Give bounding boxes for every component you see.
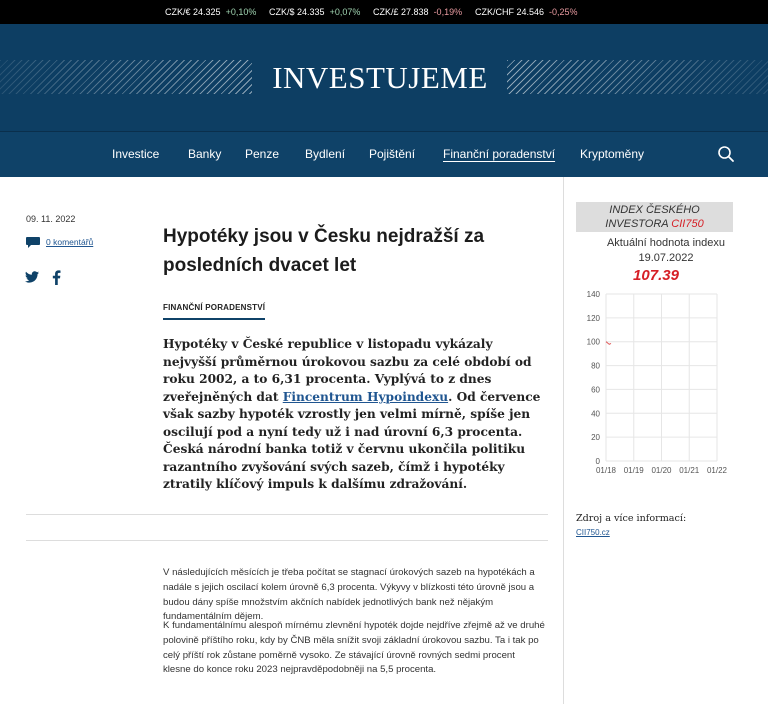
article-title: Hypotéky jsou v Česku nejdražší za posledních dvacet let bbox=[163, 226, 485, 276]
nav-item-financni-poradenstvi[interactable]: Finanční poradenství bbox=[443, 147, 556, 161]
currency-ticker bbox=[0, 0, 768, 24]
divider bbox=[26, 514, 548, 515]
ticker-item: CZK/CHF 24.546 -0,25% bbox=[475, 7, 578, 17]
twitter-icon[interactable] bbox=[25, 271, 39, 283]
nav-item-bydleni[interactable]: Bydlení bbox=[305, 147, 346, 161]
divider bbox=[26, 540, 548, 541]
chart-y-tick: 40 bbox=[591, 409, 600, 419]
search-icon[interactable] bbox=[717, 145, 735, 163]
comments-link[interactable] bbox=[26, 236, 93, 248]
chart-y-tick: 60 bbox=[591, 385, 600, 395]
chart-x-tick: 01/19 bbox=[623, 466, 644, 475]
facebook-icon[interactable] bbox=[52, 270, 61, 285]
index-chart bbox=[576, 286, 744, 478]
article-category[interactable]: FINANČNÍ PORADENSTVÍ bbox=[163, 303, 265, 320]
chart-y-tick: 100 bbox=[586, 337, 600, 347]
fincentrum-link[interactable]: Fincentrum Hypoindexu bbox=[282, 389, 449, 404]
chart-y-tick: 0 bbox=[595, 457, 600, 466]
chart-x-tick: 01/18 bbox=[595, 466, 617, 475]
nav-item-banky[interactable]: Banky bbox=[188, 147, 222, 161]
nav-item-penze[interactable]: Penze bbox=[245, 147, 280, 161]
comment-icon bbox=[26, 237, 40, 248]
chart-x-tick: 01/22 bbox=[706, 466, 728, 475]
chart-y-tick: 80 bbox=[591, 361, 600, 371]
ticker-item: CZK/€ 24.325 +0,10% bbox=[165, 7, 257, 17]
article-paragraph: V následujících měsících je třeba počítat se stagnací úrokových sazeb na hypotékách a nadále s jejich oscilací kolem úrovně 6,3 procenta. Výkyvy v blízkosti této úrovně jsou a budou dány spíše množstvím akčních nabídek jednotlivých bank než nějakým fundamentálním dějem. bbox=[163, 567, 535, 623]
article-lead: Hypotéky v České republice v listopadu vykázaly nejvyšší průměrnou úrokovou sazbu za celé období od roku 2002, a to 6,31 procenta. Vyplývá to z dnes zveřejněných dat Fincentrum Hypoindexu. Od července však sazby hypoték vzrostly jen velmi mírně, spíše jen oscilují pod a nyní tedy už i nad úrovní 6,3 procenta. Česká národní banka totiž v červnu ukončila politiku razantního zvyšování svých sazeb, čímž i hypotéky ztratily klíčový impuls k dalšímu zdražování. bbox=[163, 337, 541, 491]
source-label: Zdroj a více informací: bbox=[576, 513, 687, 524]
nav-item-kryptomeny[interactable]: Kryptoměny bbox=[580, 147, 645, 161]
article-paragraph: K fundamentálnímu alespoň mírnému zlevnění hypoték dojde nejdříve zřejmě až ve druhé polovině příštího roku, kdy by ČNB měla snížit svoji základní úrokovou sazbu. Ta i tak po celý příští rok zůstane poměrně vysoko. Ze stávající úrovně rovných sedmi procent klesne do konce roku 2023 nejpravděpodobněji na 5,5 procenta. bbox=[163, 620, 545, 676]
chart-y-tick: 20 bbox=[591, 433, 600, 443]
ticker-item: CZK/£ 27.838 -0,19% bbox=[373, 7, 463, 17]
index-title: INDEX ČESKÉHO INVESTORA CII750 bbox=[576, 202, 733, 232]
chart-y-tick: 120 bbox=[586, 313, 600, 323]
index-date: 19.07.2022 bbox=[638, 252, 694, 264]
ticker-item: CZK/$ 24.335 +0,07% bbox=[269, 7, 361, 17]
nav-item-pojisteni[interactable]: Pojištění bbox=[369, 147, 416, 161]
site-header bbox=[0, 24, 768, 177]
index-current-label: Aktuální hodnota indexu bbox=[606, 237, 726, 249]
nav-item-investice[interactable]: Investice bbox=[112, 147, 160, 161]
sidebar-divider bbox=[563, 177, 564, 704]
header-decoration bbox=[0, 60, 252, 94]
chart-x-tick: 01/20 bbox=[651, 466, 672, 475]
site-logo[interactable]: INVESTUJEME bbox=[272, 60, 488, 95]
chart-x-tick: 01/21 bbox=[679, 466, 700, 475]
index-value: 107.39 bbox=[633, 267, 679, 284]
comments-count[interactable]: 0 komentářů bbox=[46, 237, 94, 247]
source-link[interactable]: CII750.cz bbox=[576, 528, 610, 537]
article-date: 09. 11. 2022 bbox=[26, 214, 76, 224]
chart-y-tick: 140 bbox=[586, 290, 600, 299]
header-decoration bbox=[507, 60, 768, 94]
main-nav bbox=[0, 132, 768, 177]
